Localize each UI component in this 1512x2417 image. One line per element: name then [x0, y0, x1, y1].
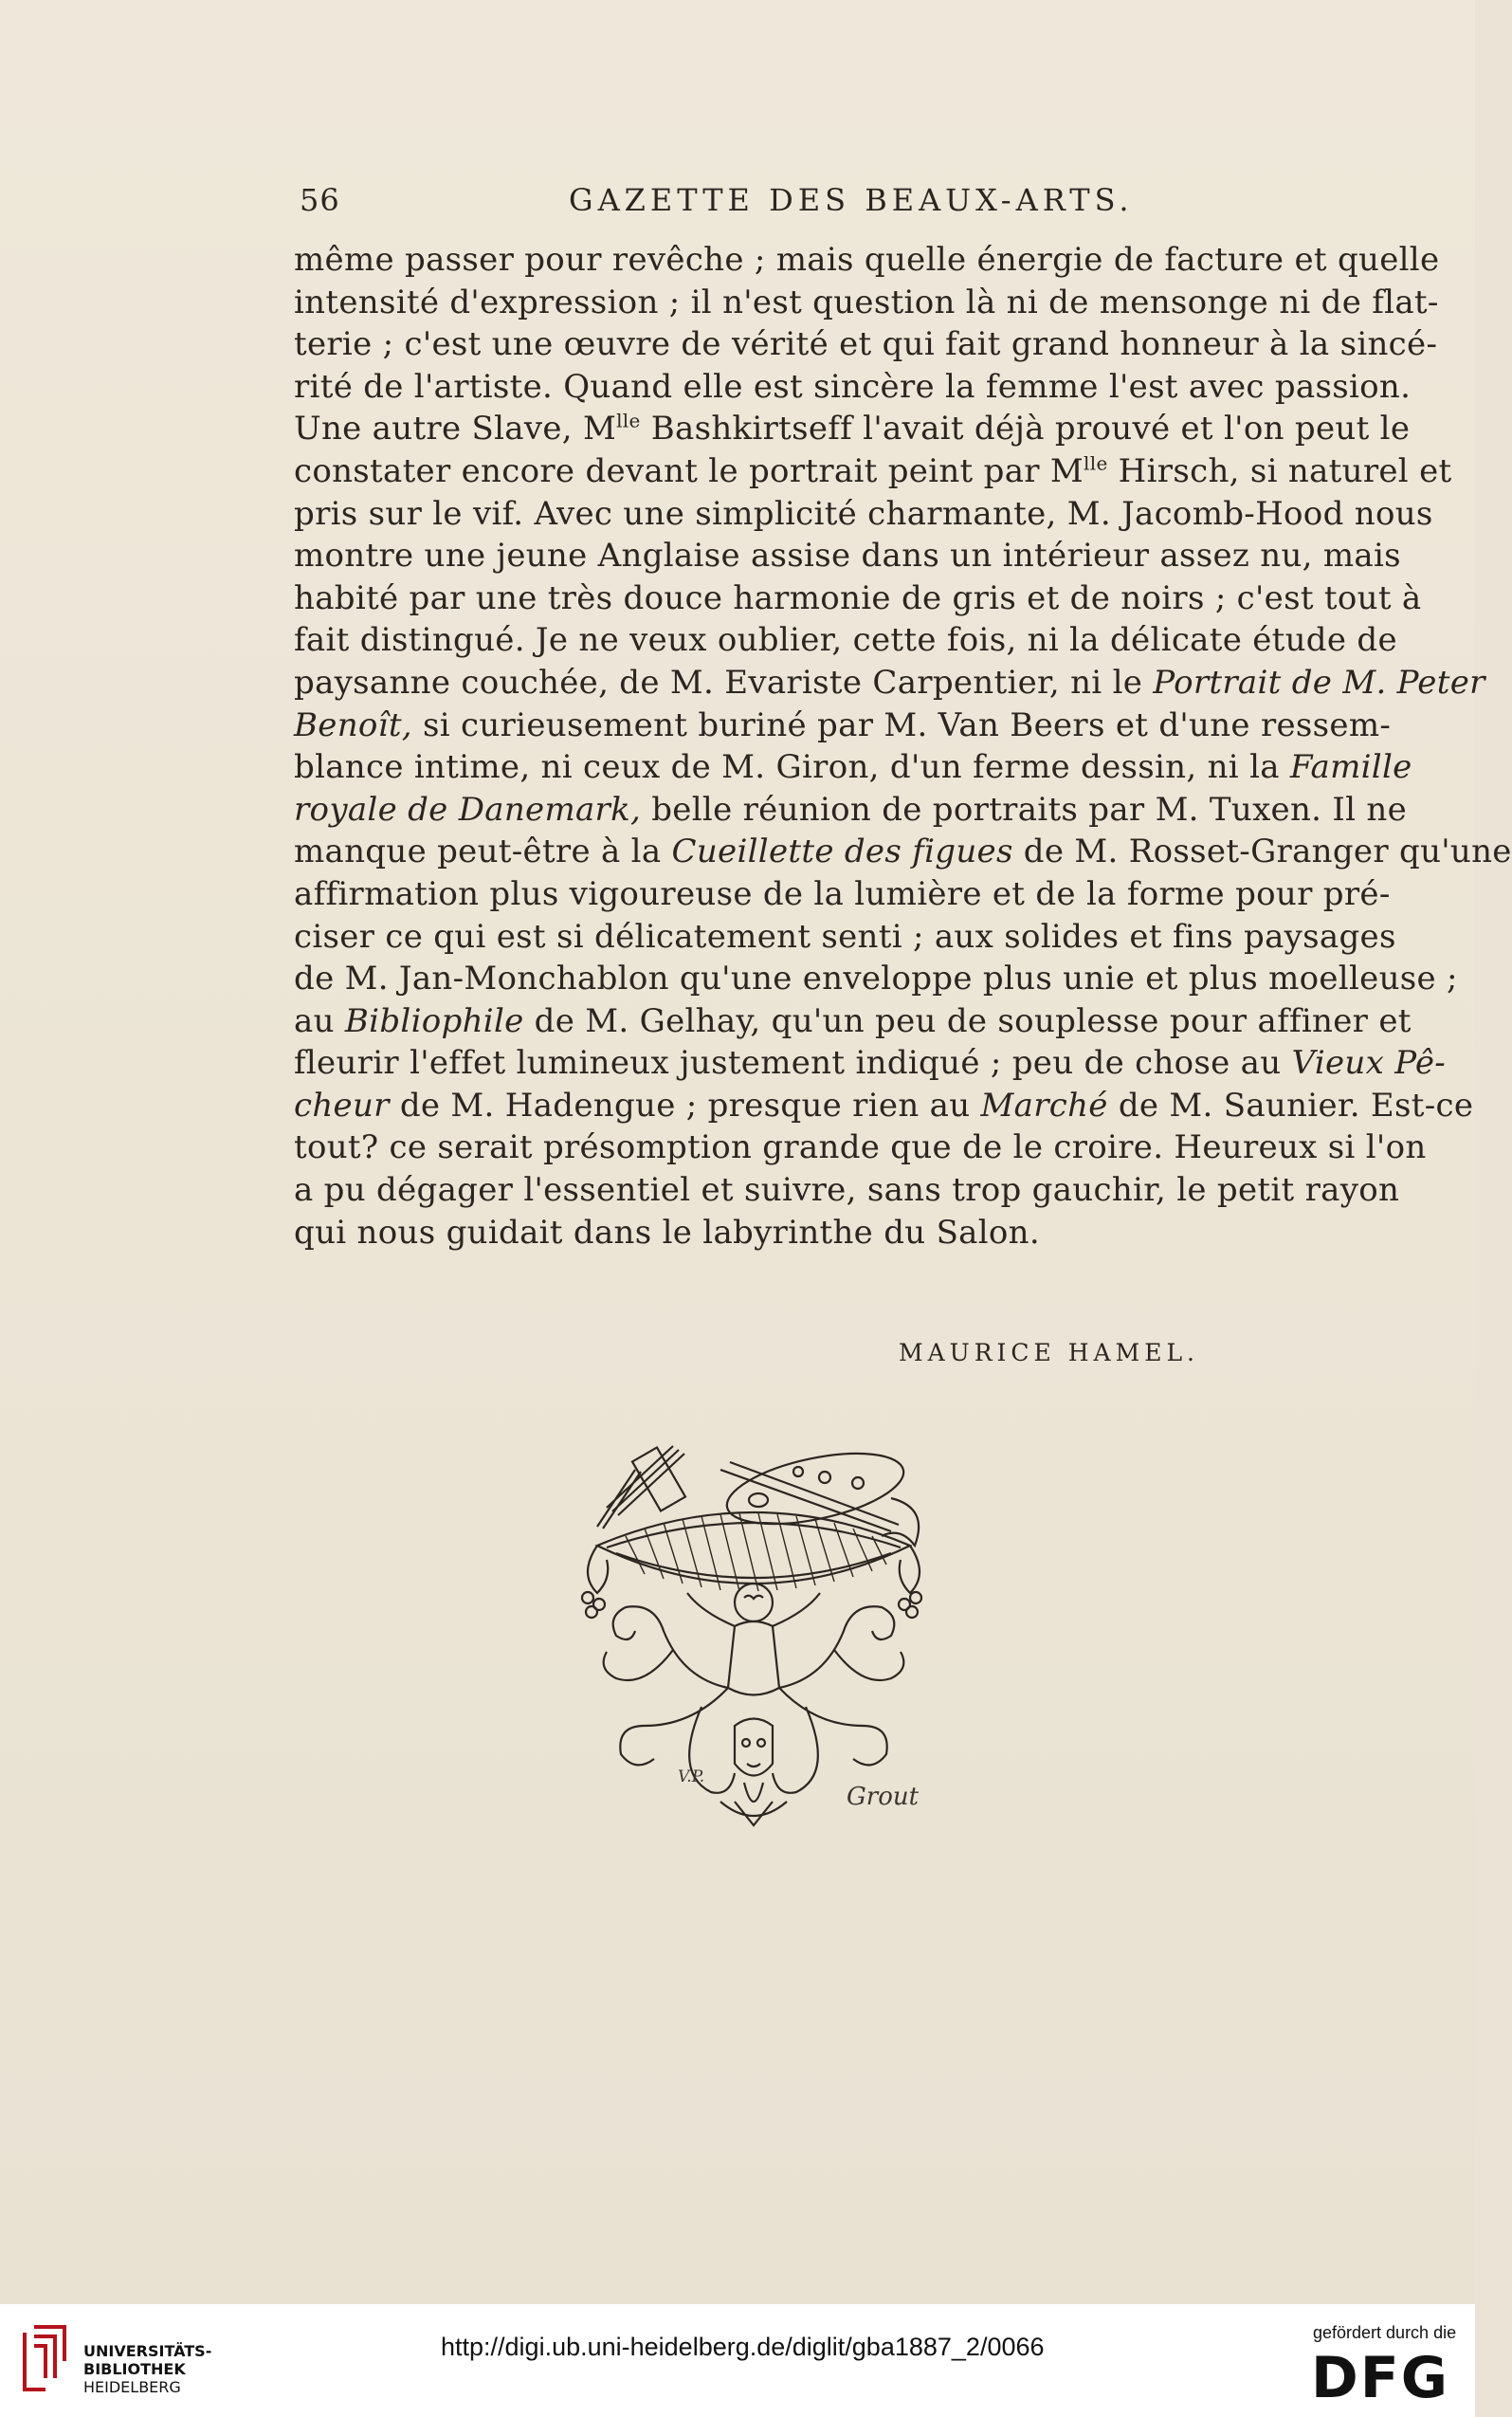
text-line — [294, 239, 1440, 282]
text-line — [294, 408, 1411, 450]
text-run: tout? ce serait présomption grande que de le croire. Heureux si l'on — [294, 1128, 1427, 1167]
engraver-mark-left: V.P. — [678, 1767, 705, 1786]
text-line — [294, 958, 1458, 1000]
text-line — [294, 1042, 1447, 1085]
text-run: fleurir l'effet lumineux justement indiqué ; peu de chose au — [294, 1044, 1292, 1083]
journal-title: GAZETTE DES BEAUX-ARTS. — [569, 182, 1134, 218]
text-line — [294, 746, 1412, 789]
text-run: même passer pour revêche ; mais quelle énergie de facture et quelle — [294, 241, 1440, 279]
italic-title: Vieux Pê- — [1291, 1044, 1447, 1083]
library-name — [83, 2342, 211, 2396]
text-run: a pu dégager l'essentiel et suivre, sans trop gauchir, le petit rayon — [294, 1171, 1400, 1210]
text-run: Hirsch, si naturel et — [1107, 451, 1452, 490]
text-run: de M. Hadengue ; presque rien au — [389, 1086, 981, 1125]
engraver-signature: Grout — [847, 1783, 920, 1811]
text-run: de M. Saunier. Est-ce — [1107, 1086, 1474, 1125]
text-line — [294, 789, 1408, 832]
italic-title: royale de Danemark, — [294, 790, 642, 829]
library-name-line-1: UNIVERSITÄTS- — [83, 2342, 212, 2360]
text-line — [294, 366, 1412, 409]
text-run: belle réunion de portraits par M. Tuxen. Il ne — [641, 790, 1408, 829]
text-run: si curieusement buriné par M. Van Beers et d'une ressem- — [411, 705, 1392, 744]
permalink-url[interactable]: http://digi.ub.uni-heidelberg.de/diglit/gba1887_2/0066 — [441, 2333, 1045, 2361]
text-line — [294, 535, 1401, 577]
text-line — [294, 1212, 1310, 1254]
text-run: Une autre Slave, M — [294, 410, 617, 449]
digitization-footer — [0, 2304, 1475, 2417]
text-line — [294, 450, 1452, 493]
text-line — [294, 1126, 1427, 1169]
funding-caption: gefördert durch die — [1313, 2323, 1457, 2342]
italic-title: cheur — [294, 1086, 390, 1125]
text-run: manque peut-être à la — [294, 833, 672, 871]
text-line — [294, 916, 1396, 959]
text-run: terie ; c'est une œuvre de vérité et qui fait grand honneur à la sincé- — [294, 325, 1438, 364]
superscript: lle — [616, 410, 641, 433]
text-run: de M. Jan-Monchablon qu'une enveloppe plus unie et plus moelleuse ; — [294, 960, 1458, 998]
text-run: intensité d'expression ; il n'est question là ni de mensonge ni de flat- — [294, 283, 1439, 321]
text-run: affirmation plus vigoureuse de la lumière et de la forme pour pré- — [294, 874, 1391, 913]
text-run: montre une jeune Anglaise assise dans un intérieur assez nu, mais — [294, 537, 1401, 576]
university-library-logo-icon — [17, 2323, 76, 2399]
text-line — [294, 1085, 1474, 1127]
text-line — [294, 577, 1422, 620]
italic-title: Portrait de M. Peter — [1153, 663, 1485, 702]
cul-de-lampe-palette-cherub-icon — [578, 1441, 929, 1830]
italic-title: Benoît, — [294, 705, 412, 744]
text-run: de M. Gelhay, qu'un peu de souplesse pour affiner et — [523, 1001, 1412, 1040]
text-run: qui nous guidait dans le labyrinthe du Salon. — [294, 1213, 1040, 1252]
italic-title: Cueillette des figues — [671, 833, 1013, 871]
text-line — [294, 705, 1392, 747]
text-run: pris sur le vif. Avec une simplicité charmante, M. Jacomb-Hood nous — [294, 494, 1433, 533]
text-run: fait distingué. Je ne veux oublier, cette fois, ni la délicate étude de — [294, 621, 1397, 660]
library-name-line-2: BIBLIOTHEK — [83, 2360, 186, 2378]
running-head — [294, 182, 1327, 229]
text-run: paysanne couchée, de M. Evariste Carpentier, ni le — [294, 663, 1154, 702]
text-line — [294, 662, 1485, 705]
text-line — [294, 873, 1391, 916]
text-line — [294, 831, 1512, 873]
text-run: de M. Rosset-Granger qu'une — [1012, 833, 1512, 871]
text-line — [294, 323, 1438, 366]
dfg-logo: DFG — [1311, 2345, 1450, 2411]
italic-title: Bibliophile — [344, 1001, 524, 1040]
text-run: blance intime, ni ceux de M. Giron, d'un ferme dessin, ni la — [294, 748, 1290, 787]
text-line — [294, 493, 1433, 536]
text-line — [294, 282, 1439, 324]
superscript: lle — [1084, 451, 1108, 475]
text-run: constater encore devant le portrait peint par M — [294, 451, 1084, 490]
author-signature: MAURICE HAMEL. — [899, 1339, 1199, 1366]
text-run: habité par une très douce harmonie de gris et de noirs ; c'est tout à — [294, 578, 1422, 617]
italic-title: Marché — [980, 1086, 1108, 1125]
text-run: Bashkirtseff l'avait déjà prouvé et l'on peut le — [640, 410, 1411, 449]
text-run: ciser ce qui est si délicatement senti ; aux solides et fins paysages — [294, 917, 1396, 956]
text-line — [294, 1000, 1412, 1043]
italic-title: Famille — [1289, 748, 1412, 787]
text-line — [294, 1169, 1400, 1212]
text-line — [294, 619, 1397, 662]
article-text — [294, 239, 1512, 1254]
text-run: au — [294, 1001, 345, 1040]
library-name-line-3: HEIDELBERG — [83, 2378, 181, 2396]
page-number: 56 — [300, 182, 340, 218]
text-run: rité de l'artiste. Quand elle est sincère la femme l'est avec passion. — [294, 367, 1412, 406]
